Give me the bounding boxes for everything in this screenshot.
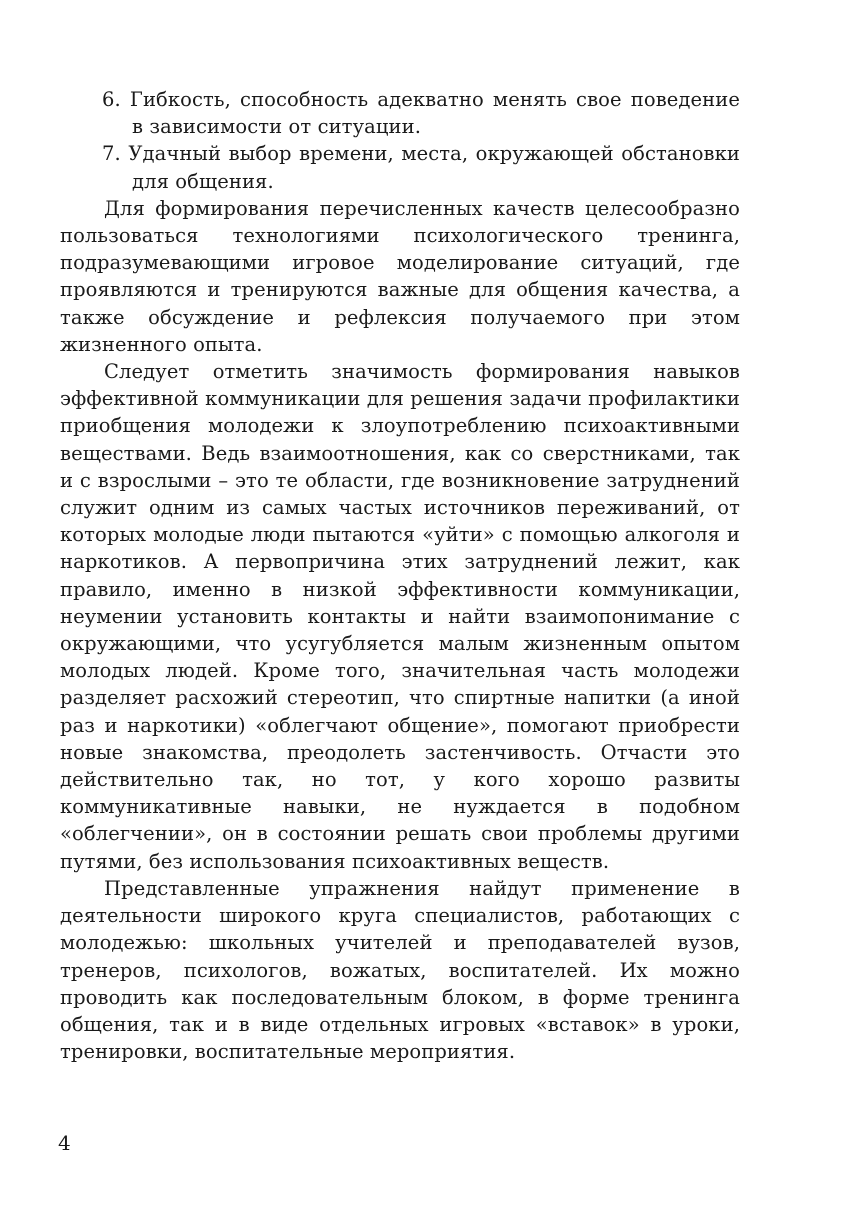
page-body bbox=[60, 86, 740, 1065]
paragraph-exercises-application: Представленные упражнения найдут применение в деятельности широкого круга специалистов, работающих с молодежью: школьных учителей и преподавателей вузов, тренеров, психологов, вожатых, воспитателей. Их можно проводить как последовательным блоком, в форме тренинга общения, так и в виде отдельных игровых «вставок» в уроки, тренировки, воспитательные мероприятия. bbox=[60, 876, 740, 1064]
paragraph-communication-skills: Следует отметить значимость формирования навыков эффективной коммуникации для решения задачи профилактики приобщения молодежи к злоупотреблению психоактивными веществами. Ведь взаимоотношения, как со сверстниками, так и с взрослыми – это те области, где возникновение затруднений служит одним из самых частых источников переживаний, от которых молодые люди пытаются «уйти» с помощью алкоголя и наркотиков. А первопричина этих затруднений лежит, как правило, именно в низкой эффективности коммуникации, неумении установить контакты и найти взаимопонимание с окружающими, что усугубляется малым жизненным опытом молодых людей. Кроме того, значительная часть молодежи разделяет расхожий стереотип, что спиртные напитки (а иной раз и наркотики) «облегчают общение», помогают приобрести новые знакомства, преодолеть застенчивость. Отчасти это действительно так, но тот, у кого хорошо развиты коммуникативные навыки, не нуждается в подобном «облегчении», он в состоянии решать свои проблемы другими путями, без использования психоактивных веществ. bbox=[60, 360, 740, 873]
paragraph-training-technologies: Для формирования перечисленных качеств целесообразно пользоваться технологиями психологического тренинга, подразумевающими игровое моделирование ситуаций, где проявляются и тренируются важные для общения качества, а также обсуждение и рефлексия получаемого при этом жизненного опыта. bbox=[60, 196, 740, 356]
page-number: 4 bbox=[58, 1131, 71, 1155]
list-item-6: 6. Гибкость, способность адекватно менять свое поведение в зависимости от ситуации. bbox=[102, 88, 740, 139]
list-item-7: 7. Удачный выбор времени, места, окружающей обстановки для общения. bbox=[102, 142, 740, 193]
